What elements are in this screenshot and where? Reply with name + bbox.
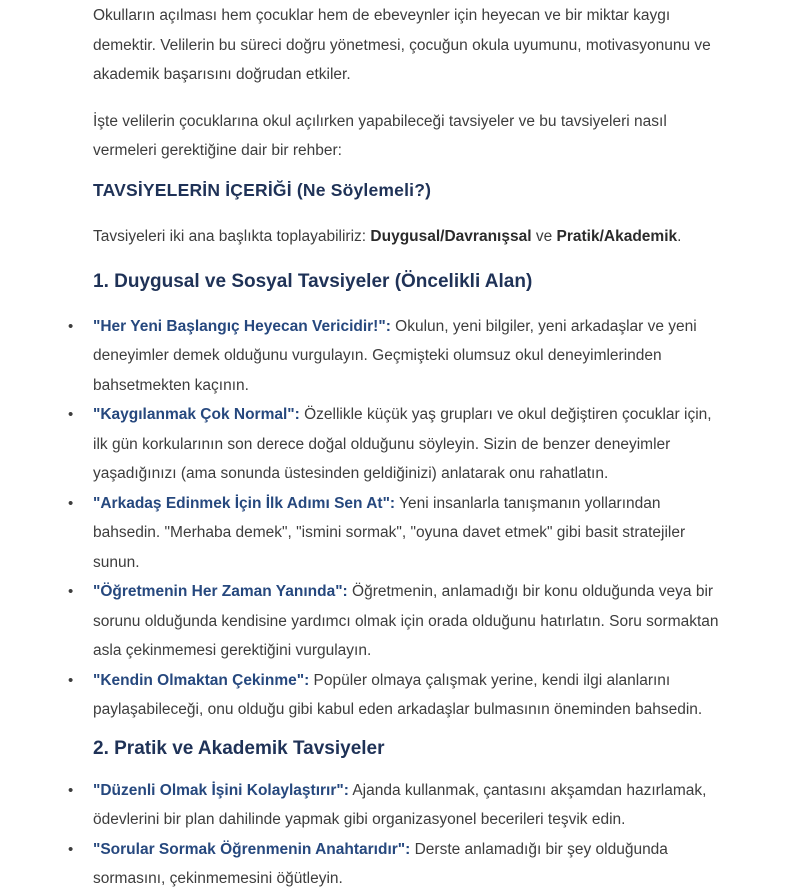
list-item <box>93 489 730 578</box>
bullet-lead: "Düzenli Olmak İşini Kolaylaştırır": <box>93 781 349 799</box>
bullet-text: Derste anlamadığı bir şey olduğunda sormasını, çekinmemesini öğütleyin. <box>93 840 668 887</box>
summary-bold-pratik: Pratik/Akademik <box>556 228 678 245</box>
content-section-heading: TAVSİYELERİN İÇERİĞİ (Ne Söylemeli?) <box>93 179 432 200</box>
list-item <box>93 400 730 489</box>
summary-middle: ve <box>531 228 557 245</box>
bullet-text: Popüler olmaya çalışmak yerine, kendi ilgi alanlarını paylaşabileceği, onu olduğu gibi kabul eden arkadaşlar bulmasının öneminden bahsedin. <box>93 671 703 718</box>
bullet-lead: "Kaygılanmak Çok Normal": <box>93 406 300 423</box>
bullet-text: Okulun, yeni bilgiler, yeni arkadaşlar ve yeni deneyimler demek olduğunu vurgulayın. Geçmişteki olumsuz okul deneyimlerinden bahsetmekten kaçının. <box>93 317 697 394</box>
list-item <box>93 666 730 725</box>
section-1-bullet-list <box>93 312 730 725</box>
summary-prefix: Tavsiyeleri iki ana başlıkta toplayabiliriz: <box>93 228 371 245</box>
list-item <box>93 835 730 894</box>
bullet-text: Öğretmenin, anlamadığı bir konu olduğunda veya bir sorunu olduğunda kendisine yardımcı olmak için orada olduğunu hatırlatın. Soru sormaktan asla çekinmemesi gerektiğini vurgulayın. <box>93 583 719 659</box>
summary-suffix: . <box>677 228 682 245</box>
bullet-lead: "Sorular Sormak Öğrenmenin Anahtarıdır": <box>93 840 411 858</box>
list-item <box>93 312 730 401</box>
section-1-heading: 1. Duygusal ve Sosyal Tavsiyeler (Öncelikli Alan) <box>93 270 533 292</box>
section-2-heading: 2. Pratik ve Akademik Tavsiyeler <box>93 737 385 759</box>
bullet-lead: "Her Yeni Başlangıç Heyecan Vericidir!": <box>93 317 391 335</box>
list-item <box>93 577 730 666</box>
list-item <box>93 776 730 835</box>
bullet-text: Özellikle küçük yaş grupları ve okul değiştiren çocuklar için, ilk gün korkularının son derece doğal olduğunu söyleyin. Sizin de benzer deneyimler yaşadığınızı (ama sonunda üstesinden geldiğinizi) anlatarak onu rahatlatın. <box>93 406 712 482</box>
summary-paragraph <box>93 222 730 252</box>
bullet-lead: "Kendin Olmaktan Çekinme": <box>93 671 310 689</box>
intro-paragraph-2: İşte velilerin çocuklarına okul açılırken yapabileceği tavsiyeler ve bu tavsiyeleri nasıl vermeleri gerektiğine dair bir rehber: <box>93 112 667 159</box>
bullet-lead: "Arkadaş Edinmek İçin İlk Adımı Sen At": <box>93 494 396 512</box>
bullet-lead: "Öğretmenin Her Zaman Yanında": <box>93 583 348 600</box>
summary-bold-duygusal: Duygusal/Davranışsal <box>370 228 532 245</box>
intro-paragraph-1: Okulların açılması hem çocuklar hem de ebeveynler için heyecan ve bir miktar kaygı demektir. Velilerin bu süreci doğru yönetmesi, çocuğun okula uyumunu, motivasyonunu ve akademik başarısını doğrudan etkiler. <box>93 7 711 83</box>
section-2-bullet-list <box>93 776 730 894</box>
bullet-text: Yeni insanlarla tanışmanın yollarından bahsedin. "Merhaba demek", "ismini sormak", "oyuna davet etmek" gibi basit stratejiler sunun. <box>93 494 686 571</box>
bullet-text: Ajanda kullanmak, çantasını akşamdan hazırlamak, ödevlerini bir plan dahilinde yapmak gibi organizasyonel becerileri teşvik edin. <box>93 781 707 828</box>
